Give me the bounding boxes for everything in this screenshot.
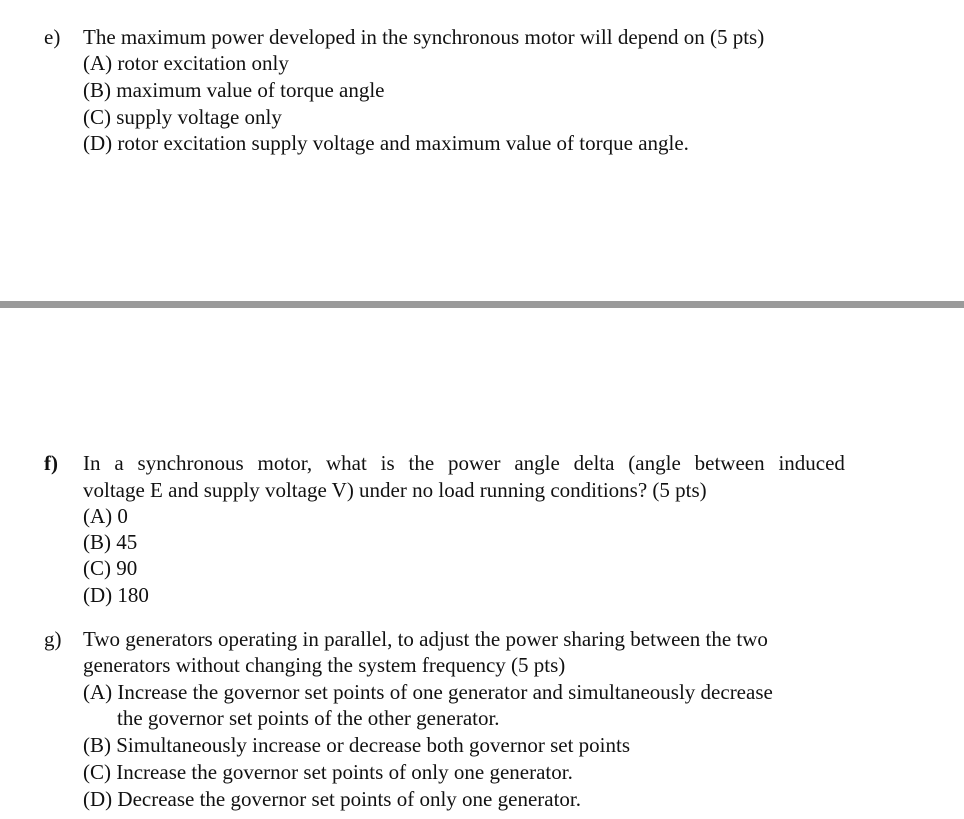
stem-word: induced <box>778 451 845 475</box>
question-e-option-b: (B) maximum value of torque angle <box>83 78 385 102</box>
question-e-label: e) <box>44 25 61 49</box>
question-e-option-a: (A) rotor excitation only <box>83 51 289 75</box>
stem-word: is <box>380 451 395 475</box>
question-g-option-b: (B) Simultaneously increase or decrease both governor set points <box>83 733 631 757</box>
question-f-option-d: (D) 180 <box>83 583 149 607</box>
question-g-option-a-continued: the governor set points of the other generator. <box>117 706 500 730</box>
question-e-option-d: (D) rotor excitation supply voltage and maximum value of torque angle. <box>83 131 689 155</box>
question-g-option-c: (C) Increase the governor set points of only one generator. <box>83 760 573 784</box>
question-g-option-a: (A) Increase the governor set points of one generator and simultaneously decrease <box>83 680 773 704</box>
stem-word: a <box>114 451 124 475</box>
question-g-option-d: (D) Decrease the governor set points of only one generator. <box>83 787 581 811</box>
question-f-option-c: (C) 90 <box>83 556 138 580</box>
question-f-stem-1 <box>83 450 845 476</box>
stem-word: power <box>447 451 501 475</box>
question-f-option-a: (A) 0 <box>83 504 128 528</box>
stem-word: between <box>694 451 765 475</box>
page-divider <box>0 301 964 308</box>
question-f-option-b: (B) 45 <box>83 530 138 554</box>
question-g-label: g) <box>44 627 62 651</box>
stem-word: motor, <box>257 451 313 475</box>
question-f-label: f) <box>44 451 58 475</box>
question-e-stem: The maximum power developed in the synchronous motor will depend on (5 pts) <box>83 25 765 49</box>
stem-word: In <box>83 451 101 475</box>
question-g-stem-line-1: Two generators operating in parallel, to adjust the power sharing between the two <box>83 627 768 651</box>
question-g-stem-line-2: generators without changing the system frequency (5 pts) <box>83 653 566 677</box>
stem-word: delta <box>573 451 615 475</box>
question-f-stem-line-2: voltage E and supply voltage V) under no load running conditions? (5 pts) <box>83 478 707 502</box>
question-e-option-c: (C) supply voltage only <box>83 105 282 129</box>
stem-word: what <box>325 451 367 475</box>
stem-word: angle <box>514 451 560 475</box>
stem-word: synchronous <box>137 451 244 475</box>
stem-word: (angle <box>628 451 681 475</box>
question-f-stem-line-1 <box>83 450 845 476</box>
stem-word: the <box>408 451 435 475</box>
